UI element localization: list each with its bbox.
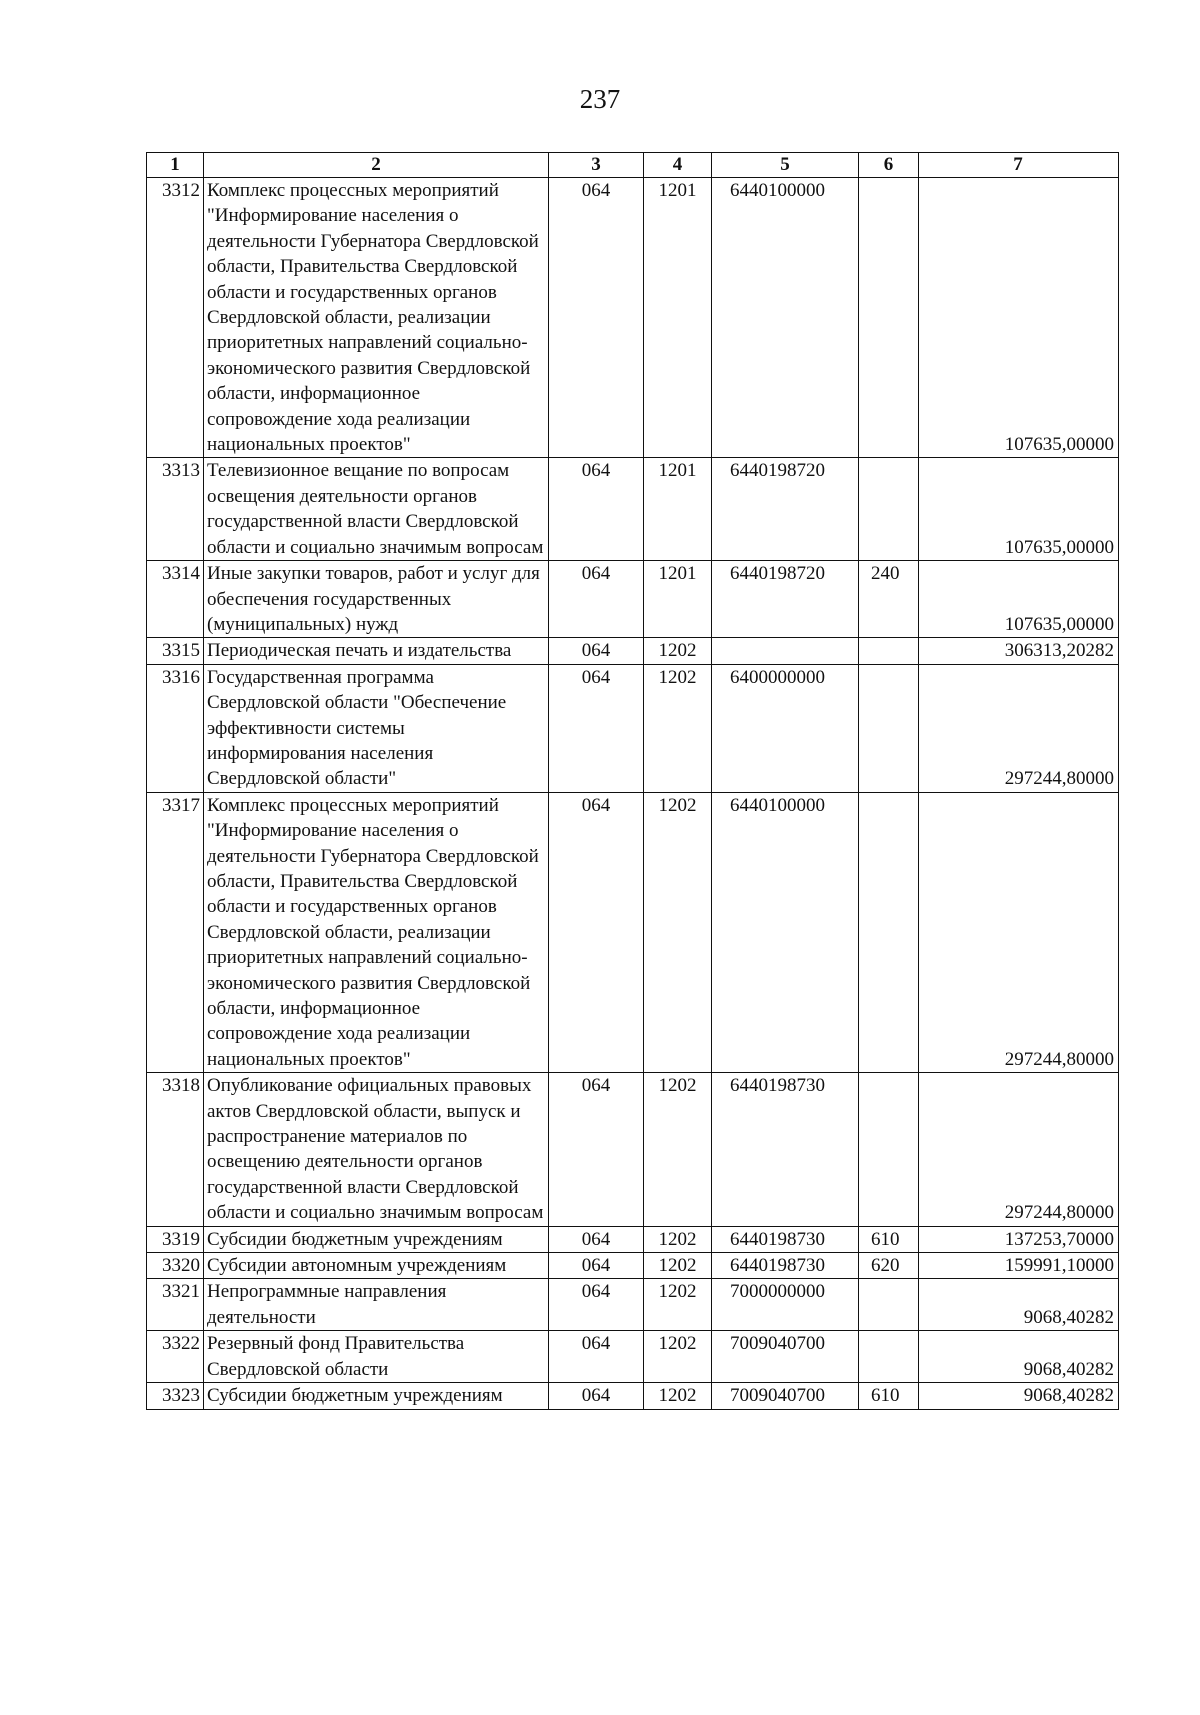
row-amount: 159991,10000 [919, 1253, 1119, 1279]
row-amount: 107635,00000 [919, 458, 1119, 561]
row-col4: 1202 [644, 1331, 712, 1383]
row-col6: 240 [859, 561, 919, 638]
table-row [147, 638, 1119, 664]
table-row [147, 1253, 1119, 1279]
row-col3: 064 [549, 1383, 644, 1409]
row-col4: 1202 [644, 1383, 712, 1409]
row-col6: 610 [859, 1226, 919, 1252]
row-amount: 297244,80000 [919, 792, 1119, 1072]
table-row [147, 1073, 1119, 1226]
row-name: Телевизионное вещание по вопросам освещения деятельности органов государственной власти Свердловской области и социально значимым вопросам [204, 458, 549, 561]
table-row [147, 178, 1119, 458]
row-col5: 6440100000 [712, 178, 859, 458]
row-amount: 306313,20282 [919, 638, 1119, 664]
row-col6 [859, 638, 919, 664]
row-col4: 1202 [644, 1253, 712, 1279]
row-name: Комплекс процессных мероприятий "Информирование населения о деятельности Губернатора Свердловской области, Правительства Свердловской области и государственных органов Свердловской области, реализации приоритетных направлений социально-экономического развития Свердловской области, информационное сопровождение хода реализации национальных проектов" [204, 792, 549, 1072]
row-col3: 064 [549, 1331, 644, 1383]
column-header-5: 5 [712, 153, 859, 178]
row-col4: 1202 [644, 1073, 712, 1226]
column-header-7: 7 [919, 153, 1119, 178]
row-amount: 137253,70000 [919, 1226, 1119, 1252]
row-amount: 107635,00000 [919, 178, 1119, 458]
row-col6: 610 [859, 1383, 919, 1409]
row-col3: 064 [549, 1253, 644, 1279]
row-col4: 1202 [644, 1226, 712, 1252]
row-col3: 064 [549, 1226, 644, 1252]
column-header-2: 2 [204, 153, 549, 178]
row-amount: 9068,40282 [919, 1331, 1119, 1383]
row-col5 [712, 638, 859, 664]
row-col6: 620 [859, 1253, 919, 1279]
row-number: 3317 [147, 792, 204, 1072]
table-row [147, 1279, 1119, 1331]
row-col6 [859, 792, 919, 1072]
row-amount: 107635,00000 [919, 561, 1119, 638]
row-number: 3319 [147, 1226, 204, 1252]
row-number: 3321 [147, 1279, 204, 1331]
row-name: Опубликование официальных правовых актов Свердловской области, выпуск и распространение материалов по освещению деятельности органов государственной власти Свердловской области и социально значимым вопросам [204, 1073, 549, 1226]
column-header-6: 6 [859, 153, 919, 178]
row-col3: 064 [549, 638, 644, 664]
row-col4: 1202 [644, 1279, 712, 1331]
row-col6 [859, 178, 919, 458]
row-name: Непрограммные направления деятельности [204, 1279, 549, 1331]
row-number: 3322 [147, 1331, 204, 1383]
row-col5: 6440198720 [712, 561, 859, 638]
row-col3: 064 [549, 1073, 644, 1226]
row-col5: 7000000000 [712, 1279, 859, 1331]
row-number: 3315 [147, 638, 204, 664]
row-col5: 6440198730 [712, 1226, 859, 1252]
row-name: Периодическая печать и издательства [204, 638, 549, 664]
row-amount: 9068,40282 [919, 1383, 1119, 1409]
row-name: Резервный фонд Правительства Свердловской области [204, 1331, 549, 1383]
row-name: Субсидии автономным учреждениям [204, 1253, 549, 1279]
table-row [147, 1331, 1119, 1383]
row-col5: 6440100000 [712, 792, 859, 1072]
row-col4: 1201 [644, 561, 712, 638]
row-col4: 1202 [644, 638, 712, 664]
row-col6 [859, 458, 919, 561]
row-col6 [859, 1073, 919, 1226]
budget-table [146, 152, 1119, 1410]
table-row [147, 561, 1119, 638]
row-number: 3314 [147, 561, 204, 638]
table-row [147, 1383, 1119, 1409]
row-col5: 6440198730 [712, 1073, 859, 1226]
row-number: 3320 [147, 1253, 204, 1279]
row-number: 3318 [147, 1073, 204, 1226]
row-number: 3316 [147, 664, 204, 792]
row-name: Государственная программа Свердловской области "Обеспечение эффективности системы информирования населения Свердловской области" [204, 664, 549, 792]
row-number: 3313 [147, 458, 204, 561]
header-row [147, 153, 1119, 178]
row-col3: 064 [549, 664, 644, 792]
row-col4: 1201 [644, 458, 712, 561]
row-number: 3323 [147, 1383, 204, 1409]
row-col3: 064 [549, 1279, 644, 1331]
table-row [147, 664, 1119, 792]
row-col6 [859, 1331, 919, 1383]
row-col3: 064 [549, 792, 644, 1072]
row-col3: 064 [549, 458, 644, 561]
row-name: Иные закупки товаров, работ и услуг для обеспечения государственных (муниципальных) нужд [204, 561, 549, 638]
table-row [147, 458, 1119, 561]
row-name: Субсидии бюджетным учреждениям [204, 1383, 549, 1409]
table-row [147, 1226, 1119, 1252]
row-col3: 064 [549, 561, 644, 638]
column-header-1: 1 [147, 153, 204, 178]
row-col5: 7009040700 [712, 1331, 859, 1383]
row-col4: 1202 [644, 792, 712, 1072]
row-amount: 9068,40282 [919, 1279, 1119, 1331]
row-col5: 7009040700 [712, 1383, 859, 1409]
row-col6 [859, 1279, 919, 1331]
row-col6 [859, 664, 919, 792]
column-header-4: 4 [644, 153, 712, 178]
page-number: 237 [579, 84, 621, 114]
row-name: Комплекс процессных мероприятий "Информирование населения о деятельности Губернатора Свердловской области, Правительства Свердловской области и государственных органов Свердловской области, реализации приоритетных направлений социально-экономического развития Свердловской области, информационное сопровождение хода реализации национальных проектов" [204, 178, 549, 458]
row-amount: 297244,80000 [919, 664, 1119, 792]
row-number: 3312 [147, 178, 204, 458]
row-col5: 6440198730 [712, 1253, 859, 1279]
column-header-3: 3 [549, 153, 644, 178]
row-col3: 064 [549, 178, 644, 458]
row-name: Субсидии бюджетным учреждениям [204, 1226, 549, 1252]
row-col5: 6400000000 [712, 664, 859, 792]
row-col4: 1201 [644, 178, 712, 458]
row-amount: 297244,80000 [919, 1073, 1119, 1226]
table-row [147, 792, 1119, 1072]
row-col4: 1202 [644, 664, 712, 792]
row-col5: 6440198720 [712, 458, 859, 561]
